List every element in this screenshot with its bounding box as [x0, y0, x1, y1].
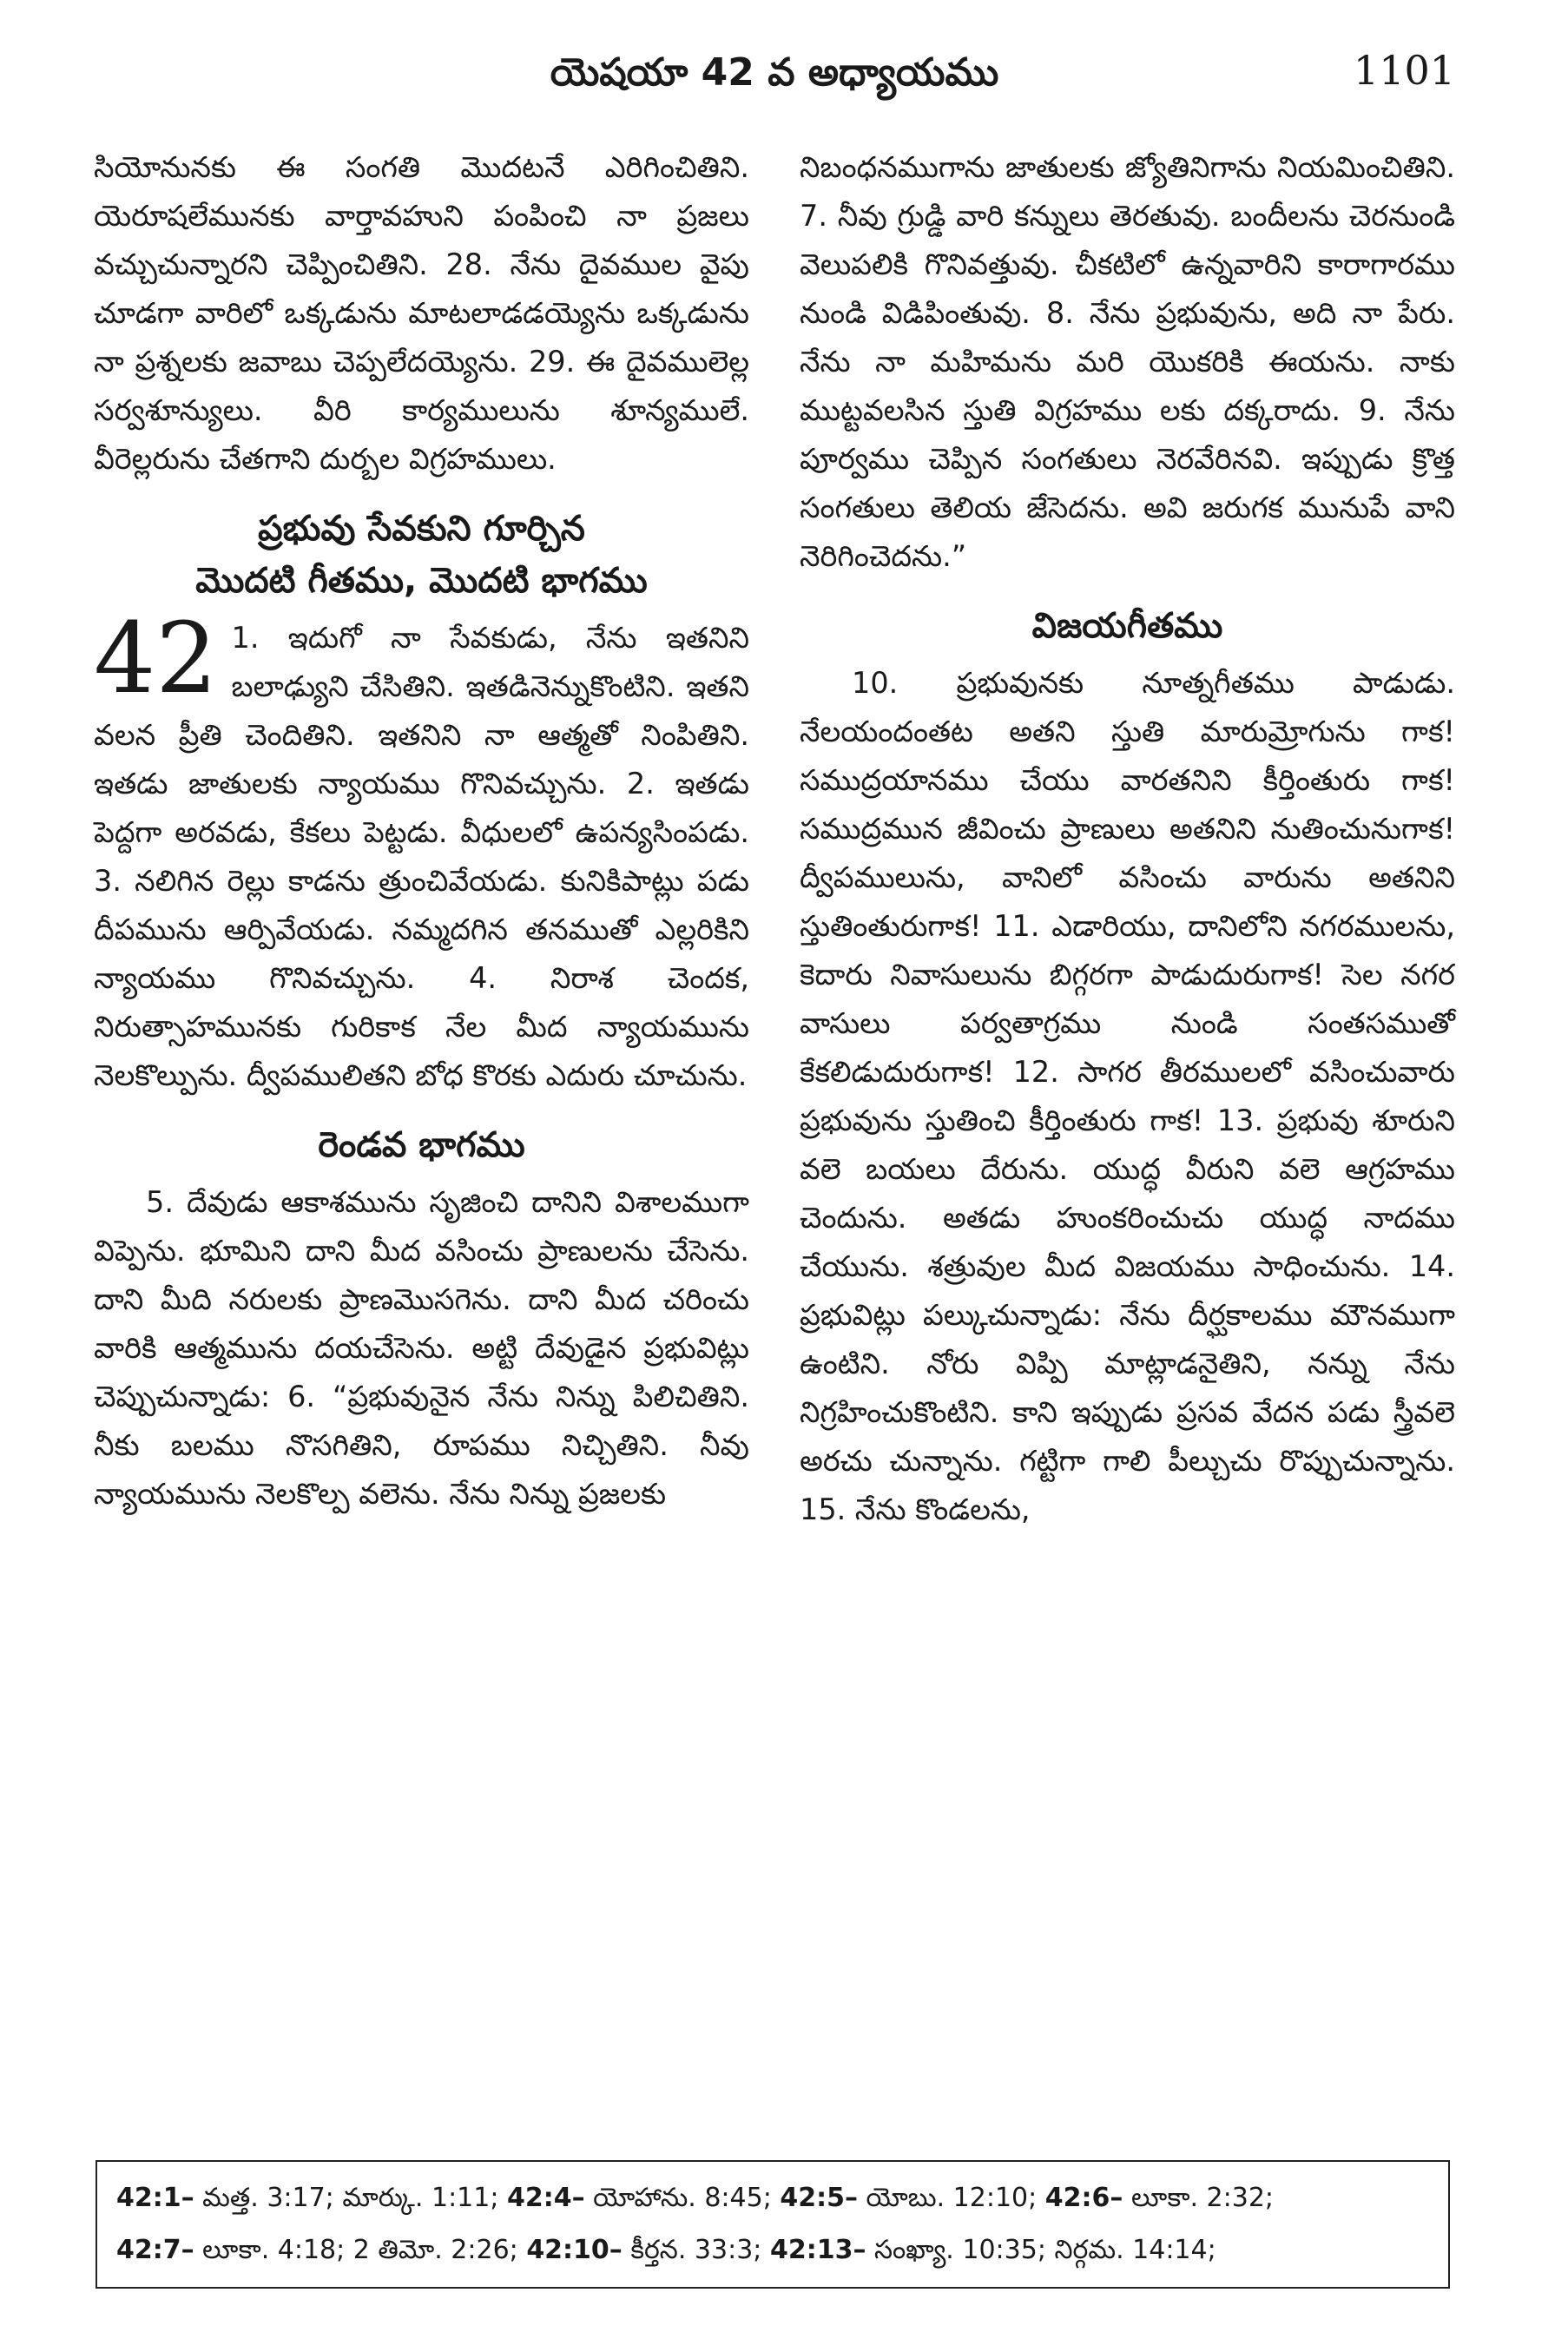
- footnote-text: లూకా. 2:32;: [1123, 2183, 1275, 2213]
- section-heading-second-part: రెండవ భాగము: [318, 1125, 525, 1165]
- chapter-42-paragraph: [94, 603, 749, 1100]
- footnote-ref: 42:13–: [769, 2235, 866, 2265]
- section-heading-victory-song: విజయగీతము: [1031, 606, 1223, 646]
- footnote-ref: 42:1–: [116, 2183, 194, 2213]
- right-column: [800, 143, 1455, 2123]
- right-opening-paragraph: నిబంధనముగాను జాతులకు జ్యోతినిగాను నియమించితిని. 7. నీవు గ్రుడ్డి వారి కన్నులు తెరతువు. బందీలను చెరనుండి వెలుపలికి గొనివత్తువు. చీకటిలో ఉన్నవారిని కారాగారము నుండి విడిపింతువు. 8. నేను ప్రభువును, అది నా పేరు. నేను నా మహిమను మరి యొకరికి ఈయను. నాకు ముట్టవలసిన స్తుతి విగ్రహము లకు దక్కరాదు. 9. నేను పూర్వము చెప్పిన సంగతులు నెరవేరినవి. ఇప్పుడు క్రొత్త సంగతులు తెలియ జేసెదను. అవి జరుగక మునుపే వాని నెరిగించెదను.”: [800, 150, 1455, 573]
- footnote-text: యోహాను. 8:45;: [584, 2183, 781, 2213]
- section-heading-first-song: [94, 503, 749, 607]
- footnote-ref: 42:10–: [526, 2235, 623, 2265]
- footnote-ref: 42:4–: [507, 2183, 585, 2213]
- heading-line-1: ప్రభువు సేవకుని గూర్చిన: [258, 509, 585, 549]
- right-main-paragraph: 10. ప్రభువునకు నూత్నగీతము పాడుడు. నేలయందంతట అతని స్తుతి మారుమ్రోగును గాక! సముద్రయానము చేయు వారతనిని కీర్తింతురు గాక! సముద్రమున జీవించు ప్రాణులు అతనిని నుతించునుగాక! ద్వీపములును, వానిలో వసించు వారును అతనిని స్తుతింతురుగాక! 11. ఎడారియు, దానిలోని నగరములను, కెదారు నివాసులును బిగ్గరగా పాడుదురుగాక! సెల నగర వాసులు పర్వతాగ్రము నుండి సంతసముతో కేకలిడుదురుగాక! 12. సాగర తీరములలో వసించువారు ప్రభువును స్తుతించి కీర్తింతురు గాక! 13. ప్రభువు శూరుని వలె బయలు దేరును. యుద్ధ వీరుని వలె ఆగ్రహము చెందును. అతడు హుంకరించుచు యుద్ధ నాదము చేయును. శత్రువుల మీద విజయము సాధించును. 14. ప్రభువిట్లు పల్కుచున్నాడు: నేను దీర్ఘకాలము మౌనముగా ఉంటిని. నోరు విప్పి మాట్లాడనైతిని, నన్ను నేను నిగ్రహించుకొంటిని. కాని ఇప్పుడు ప్రసవ వేదన పడు స్త్రీవలె అరచు చున్నాను. గట్టిగా గాలి పీల్చుచు రొప్పుచున్నాను. 15. నేను కొండలను,: [800, 666, 1455, 1526]
- footnote-text: సంఖ్యా. 10:35; నిర్గమ. 14:14;: [866, 2235, 1216, 2265]
- heading-line-2: మొదటి గీతము, మొదటి భాగము: [195, 561, 648, 601]
- chapter-number: 42: [94, 603, 218, 715]
- left-second-paragraph: 5. దేవుడు ఆకాశమును సృజించి దానిని విశాలముగా విప్పెను. భూమిని దాని మీద వసించు ప్రాణులను చేసెను. దాని మీది నరులకు ప్రాణమొసగెను. దాని మీద చరించు వారికి ఆత్మమును దయచేసెను. అట్టి దేవుడైన ప్రభువిట్లు చెప్పుచున్నాడు: 6. “ప్రభువునైన నేను నిన్ను పిలిచితిని. నీకు బలము నొసగితిని, రూపము నిచ్చితిని. నీవు న్యాయమును నెలకొల్ప వలెను. నేను నిన్ను ప్రజలకు: [94, 1185, 749, 1511]
- footnote-text: మత్త. 3:17; మార్కు. 1:11;: [194, 2183, 507, 2213]
- page-header: [94, 35, 1455, 113]
- footnote-ref: 42:7–: [116, 2235, 194, 2265]
- footnote-text: కీర్తన. 33:3;: [622, 2235, 770, 2265]
- left-column: [94, 143, 749, 2123]
- chapter-paragraph-text: 1. ఇదుగో నా సేవకుడు, నేను ఇతనిని బలాఢ్యుని చేసితిని. ఇతడినెన్నుకొంటిని. ఇతని వలన ప్రీతి చెందితిని. ఇతనిని నా ఆత్మతో నింపితిని. ఇతడు జాతులకు న్యాయము గొనివచ్చును. 2. ఇతడు పెద్దగా అరవడు, కేకలు పెట్టడు. వీధులలో ఉపన్యసింపడు. 3. నలిగిన రెల్లు కాడను త్రుంచివేయడు. కునికిపాట్లు పడు దీపమును ఆర్పివేయడు. నమ్మదగిన తనముతో ఎల్లరికిని న్యాయము గొనివచ్చును. 4. నిరాశ చెందక, నిరుత్సాహమునకు గురికాక నేల మీద న్యాయమును నెలకొల్పును. ద్వీపములితని బోధ కొరకు ఎదురు చూచును.: [94, 621, 749, 1092]
- footnote-line-2: [116, 2224, 1429, 2276]
- footnote-ref: 42:5–: [780, 2183, 858, 2213]
- text-columns: [94, 143, 1455, 2123]
- page-number: 1101: [1353, 47, 1455, 94]
- cross-reference-box: [96, 2160, 1450, 2289]
- left-opening-paragraph: సియోనునకు ఈ సంగతి మొదటనే ఎరిగించితిని. యెరూషలేమునకు వార్తావహుని పంపించి నా ప్రజలు వచ్చుచున్నారని చెప్పించితిని. 28. నేను దైవముల వైపు చూడగా వారిలో ఒక్కడును మాటలాడడయ్యెను ఒక్కడును నా ప్రశ్నలకు జవాబు చెప్పలేదయ్యెను. 29. ఈ దైవములెల్ల సర్వశూన్యులు. వీరి కార్యములును శూన్యములే. వీరెల్లరును చేతగాని దుర్బల విగ్రహములు.: [94, 150, 749, 476]
- footnote-text: లూకా. 4:18; 2 తిమో. 2:26;: [194, 2235, 527, 2265]
- footnote-text: యోబు. 12:10;: [857, 2183, 1045, 2213]
- footnote-line-1: [116, 2172, 1429, 2224]
- footnote-ref: 42:6–: [1044, 2183, 1123, 2213]
- running-head: యెషయా 42 వ అధ్యాయము: [550, 50, 999, 95]
